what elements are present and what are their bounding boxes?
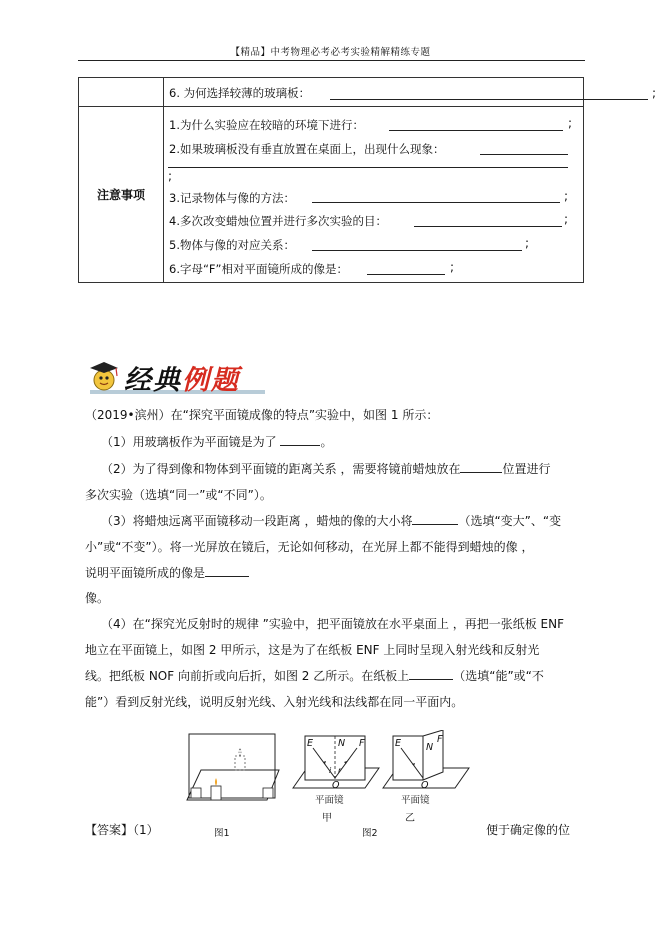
caption-yi: 乙 (405, 813, 415, 824)
answer-blank[interactable] (330, 99, 648, 100)
q1-text: （1）用玻璃板作为平面镜是为了 (101, 435, 277, 449)
banner-char-4: 题 (211, 365, 240, 396)
item-6 (164, 255, 583, 279)
items-cell (164, 107, 584, 283)
category-cell (79, 107, 164, 283)
banner-char-3: 例 (182, 365, 211, 396)
question-3-cont2 (85, 565, 249, 581)
item-text: 1.为什么实验应在较暗的环境下进行： (169, 118, 364, 132)
figure-1-drawing (183, 730, 283, 810)
caption-fig2: 图2 (362, 828, 378, 839)
item-2 (164, 135, 583, 159)
semicolon: ; (564, 189, 569, 203)
item-1 (164, 111, 583, 135)
label-N: N (426, 742, 434, 753)
answer-blank[interactable] (460, 462, 502, 473)
q3-text-c: 说明平面镜所成的像是 (85, 566, 206, 580)
question-4: （4）在“探究光反射时的规律 ”实验中，把平面镜放在水平桌面上 ，再把一张纸板 ENF (101, 617, 564, 631)
item-3 (164, 181, 583, 207)
question-3-cont1: 小”或“不变”）。将一光屏放在镜后，无论如何移动，在光屏上都不能得到蜡烛的像 ， (85, 540, 534, 554)
semicolon: ; (652, 86, 657, 100)
label-i: i (329, 766, 332, 775)
item-text: 3.记录物体与像的方法： (169, 191, 295, 205)
answer-blank[interactable] (480, 154, 568, 155)
figure-2-yi (381, 730, 473, 824)
label-O: O (332, 780, 340, 791)
semicolon: ; (564, 212, 569, 226)
figure-1 (183, 730, 283, 813)
header-rule (78, 60, 585, 61)
label-E: E (307, 738, 314, 749)
question-4-cont2 (85, 668, 544, 684)
question-3 (101, 513, 561, 529)
answer-blank[interactable] (414, 226, 562, 227)
answer-blank[interactable] (280, 435, 320, 446)
section-banner (84, 352, 269, 398)
figure-2-jia (289, 730, 381, 824)
semicolon: ; (450, 260, 455, 274)
category-label: 注意事项 (96, 188, 145, 202)
q3-text-after: （选填“变大”、“变 (458, 514, 562, 528)
mirror-label: 平面镜 (315, 795, 344, 806)
answer-blank[interactable] (367, 274, 445, 275)
question-3-cont3: 像。 (85, 591, 110, 605)
row6-text: 6. 为何选择较薄的玻璃板： (169, 86, 311, 100)
caption-fig1: 图1 (214, 828, 230, 839)
answer-blank[interactable] (205, 566, 249, 577)
answer-blank[interactable] (312, 202, 560, 203)
answer-text: 便于确定像的位 (486, 823, 571, 837)
item-2-continued (164, 159, 583, 181)
q2-text: （2）为了得到像和物体到平面镜的距离关系 ，需要将镜前蜡烛放在 (101, 462, 461, 476)
q4-text-c: 线。把纸板 NOF 向前折或向后折，如图 2 乙所示。在纸板上 (85, 669, 410, 683)
item-text: 2.如果玻璃板没有垂直放置在桌面上，出现什么现象： (169, 142, 445, 156)
label-r: r (338, 766, 342, 775)
question-2-cont: 多次实验（选填“同一”或“不同”）。 (85, 488, 272, 502)
question-2 (101, 461, 550, 477)
q4-text-after: （选填“能”或“不 (453, 669, 544, 683)
semicolon: ; (525, 236, 530, 250)
q2-text-after: 位置进行 (502, 462, 551, 476)
answer-blank[interactable] (409, 669, 453, 680)
item-5 (164, 231, 583, 255)
mirror-label: 平面镜 (401, 795, 430, 806)
q1-end: 。 (320, 435, 333, 449)
label-F: F (359, 738, 365, 749)
empty-category-cell (79, 78, 164, 107)
answer-label: 【答案】（1） (85, 823, 159, 837)
row6-cell (164, 78, 657, 107)
answer-blank[interactable] (168, 167, 568, 168)
banner-char-2: 典 (153, 365, 182, 396)
question-4-cont1: 地立在平面镜上，如图 2 甲所示，这是为了在纸板 ENF 上同时呈现入射光线和反射光 (85, 643, 540, 657)
banner-char-1: 经 (124, 365, 153, 396)
item-4 (164, 207, 583, 231)
semicolon: ; (568, 116, 573, 130)
item-text: 5.物体与像的对应关系： (169, 238, 295, 252)
question-intro: （2019•滨州）在“探究平面镜成像的特点”实验中，如图 1 所示： (85, 408, 439, 422)
notes-table (78, 77, 657, 283)
item-text: 4.多次改变蜡烛位置并进行多次实验的目： (169, 214, 387, 228)
label-O: O (421, 780, 429, 791)
page-header: 【精品】中考物理必考必考实验精解精练专题 (230, 47, 431, 58)
item-text: 6.字母“F”相对平面镜所成的像是： (169, 262, 349, 276)
label-F: F (437, 734, 443, 745)
answer-blank[interactable] (389, 130, 563, 131)
q3-text: （3）将蜡烛远离平面镜移动一段距离 ，蜡烛的像的大小将 (101, 514, 413, 528)
question-1 (101, 434, 332, 450)
answer-blank[interactable] (412, 514, 458, 525)
question-4-cont3: 能”）看到反射光线，说明反射光线、入射光线和法线都在同一平面内。 (85, 695, 464, 709)
semicolon: ; (168, 169, 173, 183)
label-N: N (338, 738, 346, 749)
answer-blank[interactable] (312, 250, 522, 251)
caption-jia: 甲 (322, 813, 332, 824)
label-E: E (395, 738, 402, 749)
